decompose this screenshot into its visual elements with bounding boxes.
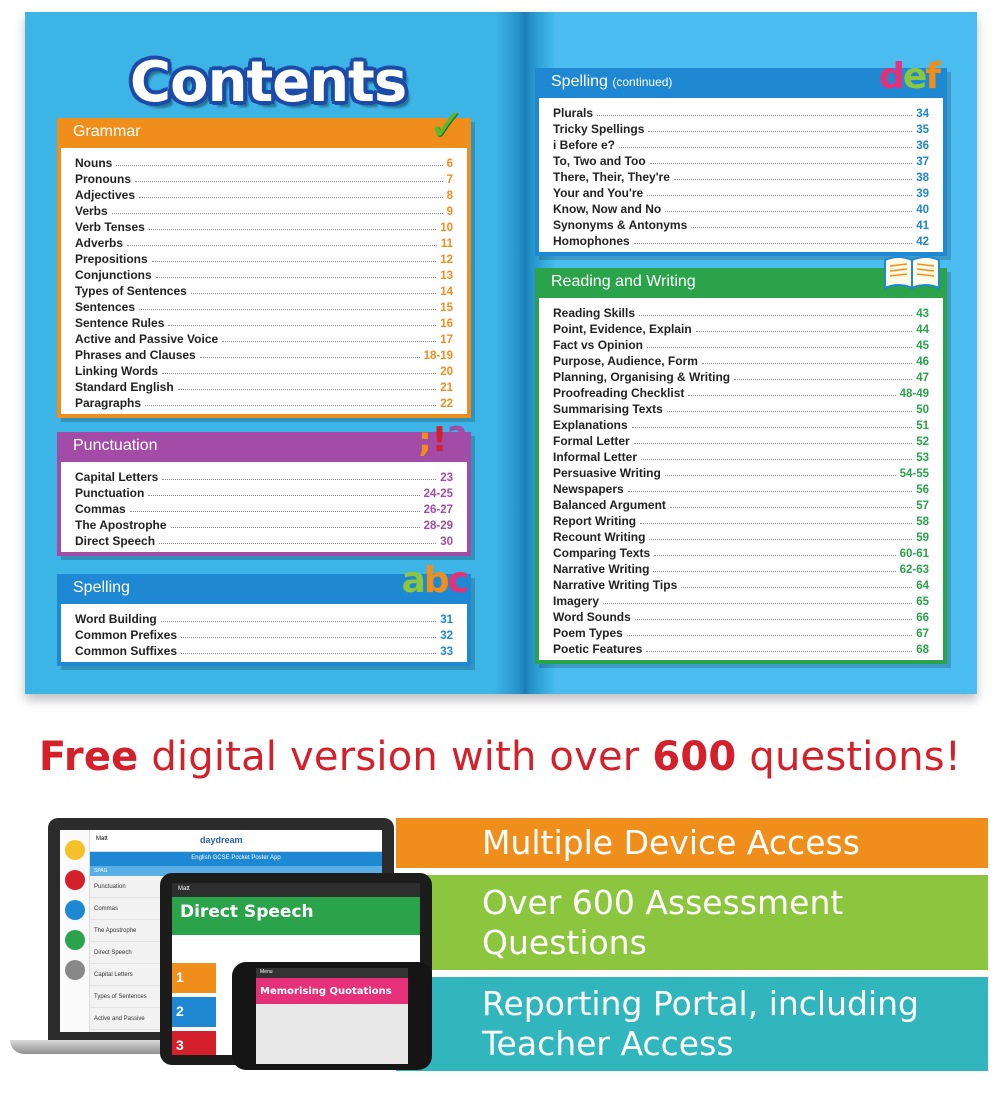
dot-leader (641, 459, 912, 460)
dot-leader (181, 637, 436, 638)
grammar-heading (57, 100, 471, 151)
reading-writing-page: 48-49 (899, 388, 929, 400)
spelling-continued-label: Tricky Spellings (553, 122, 645, 136)
punctuation-list (57, 462, 471, 556)
phone-menu: Menu (256, 968, 408, 978)
dot-leader (627, 635, 912, 636)
dot-leader (696, 331, 913, 332)
reading-writing-page: 57 (916, 500, 929, 512)
spelling-row (75, 642, 453, 658)
reading-writing-label: Narrative Writing Tips (553, 578, 678, 592)
reading-writing-label: Poetic Features (553, 642, 643, 656)
dot-leader (665, 475, 896, 476)
reading-writing-row (553, 496, 929, 512)
grammar-page: 8 (446, 190, 453, 202)
dot-leader (149, 229, 436, 230)
reading-writing-label: Balanced Argument (553, 498, 666, 512)
spelling-continued-page: 38 (916, 172, 929, 184)
dot-leader (670, 507, 912, 508)
reading-writing-page: 68 (916, 644, 929, 656)
contents-title: Contents (130, 50, 407, 115)
spelling-continued-row (553, 136, 929, 152)
grammar-row (75, 378, 453, 394)
reading-writing-page: 66 (916, 612, 929, 624)
grammar-row (75, 154, 453, 170)
dot-leader (161, 621, 436, 622)
reading-writing-row (553, 560, 929, 576)
reading-writing-page: 64 (916, 580, 929, 592)
spelling-continued-panel (535, 56, 947, 256)
reading-writing-page: 60-61 (899, 548, 929, 560)
grammar-page: 12 (440, 254, 453, 266)
reading-writing-row (553, 544, 929, 560)
reading-writing-label: Persuasive Writing (553, 466, 661, 480)
tablet-user: Matt (172, 883, 420, 897)
logout-icon (65, 960, 85, 980)
spelling-continued-row (553, 216, 929, 232)
tablet-step: 3 (172, 1031, 216, 1055)
reading-writing-row (553, 304, 929, 320)
spelling-continued-heading (535, 56, 947, 98)
spelling-continued-label: There, Their, They're (553, 170, 670, 184)
reading-writing-row (553, 384, 929, 400)
dot-leader (181, 653, 436, 654)
dot-leader (634, 243, 913, 244)
reading-writing-page: 50 (916, 404, 929, 416)
dot-leader (116, 165, 442, 166)
grammar-label: Pronouns (75, 172, 131, 186)
reading-writing-page: 67 (916, 628, 929, 640)
grammar-label: Conjunctions (75, 268, 152, 282)
grammar-row (75, 314, 453, 330)
grammar-page: 13 (440, 270, 453, 282)
punctuation-label: The Apostrophe (75, 518, 167, 532)
grammar-label: Phrases and Clauses (75, 348, 196, 362)
dot-leader (628, 491, 913, 492)
reading-writing-label: Purpose, Audience, Form (553, 354, 698, 368)
punctuation-page: 23 (440, 472, 453, 484)
dot-leader (171, 527, 420, 528)
reading-writing-page: 45 (916, 340, 929, 352)
reading-writing-row (553, 528, 929, 544)
grammar-page: 14 (440, 286, 453, 298)
dot-leader (127, 245, 437, 246)
dot-leader (635, 619, 912, 620)
reading-writing-row (553, 416, 929, 432)
grammar-page: 15 (440, 302, 453, 314)
dot-leader (734, 379, 912, 380)
grammar-label: Verb Tenses (75, 220, 145, 234)
dot-leader (603, 603, 912, 604)
grammar-label: Linking Words (75, 364, 159, 378)
spelling-continued-label: Know, Now and No (553, 202, 662, 216)
learn-icon (65, 900, 85, 920)
reading-writing-label: Informal Letter (553, 450, 638, 464)
spelling-continued-page: 36 (916, 140, 929, 152)
spelling-continued-label: Your and You're (553, 186, 644, 200)
spelling-page: 32 (440, 630, 453, 642)
dot-leader (654, 555, 895, 556)
banner-end: questions! (736, 734, 962, 780)
spelling-continued-row (553, 200, 929, 216)
home-icon (65, 840, 85, 860)
reading-writing-label: Explanations (553, 418, 628, 432)
spelling-continued-row (553, 184, 929, 200)
house-icon (65, 870, 85, 890)
grammar-label: Nouns (75, 156, 113, 170)
dot-leader (619, 147, 912, 148)
reading-writing-row (553, 576, 929, 592)
phone-screen (256, 968, 408, 1064)
dot-leader (112, 213, 443, 214)
dot-leader (640, 523, 912, 524)
abc-letters-icon: abc (401, 560, 467, 601)
banner-count: 600 (652, 734, 737, 780)
grammar-page: 6 (446, 158, 453, 170)
laptop-app-title: English GCSE Pocket Poster App (90, 852, 382, 866)
checkmark-icon: ✓ (428, 100, 465, 151)
reading-writing-row (553, 480, 929, 496)
grammar-label: Sentences (75, 300, 136, 314)
reading-writing-row (553, 512, 929, 528)
punctuation-row (75, 516, 453, 532)
dot-leader (681, 587, 912, 588)
reading-writing-row (553, 624, 929, 640)
reading-writing-label: Formal Letter (553, 434, 630, 448)
reading-writing-page: 54-55 (899, 468, 929, 480)
reading-writing-heading-text: Reading and Writing (551, 273, 696, 290)
banner-free: Free (38, 734, 139, 780)
spelling-continued-label: Plurals (553, 106, 594, 120)
punctuation-row (75, 468, 453, 484)
punctuation-row (75, 484, 453, 500)
reading-writing-page: 58 (916, 516, 929, 528)
dot-leader (667, 411, 912, 412)
reading-writing-label: Summarising Texts (553, 402, 663, 416)
spelling-panel (57, 560, 471, 666)
feature-reporting-portal: Reporting Portal, including Teacher Access (396, 977, 988, 1071)
phone-title: Memorising Quotations (256, 978, 408, 1004)
reading-writing-page: 59 (916, 532, 929, 544)
reading-writing-label: Point, Evidence, Explain (553, 322, 692, 336)
spelling-page: 33 (440, 646, 453, 658)
dot-leader (646, 651, 912, 652)
help-icon (65, 930, 85, 950)
grammar-row (75, 186, 453, 202)
reading-writing-label: Recount Writing (553, 530, 646, 544)
grammar-label: Adverbs (75, 236, 124, 250)
reading-writing-row (553, 400, 929, 416)
dot-leader (222, 341, 436, 342)
dot-leader (152, 261, 437, 262)
dot-leader (647, 195, 912, 196)
tablet-title: Direct Speech (180, 902, 314, 922)
phone-device (232, 962, 432, 1070)
grammar-row (75, 298, 453, 314)
punctuation-row (75, 500, 453, 516)
laptop-topic-item[interactable]: The Apostrophe (90, 920, 162, 942)
spelling-heading (57, 560, 471, 604)
grammar-page: 9 (446, 206, 453, 218)
reading-writing-row (553, 592, 929, 608)
spelling-label: Common Suffixes (75, 644, 178, 658)
tablet-steps (172, 963, 216, 1055)
grammar-page: 20 (440, 366, 453, 378)
dot-leader (162, 479, 436, 480)
reading-writing-page: 46 (916, 356, 929, 368)
laptop-topic-list (90, 876, 162, 1030)
laptop-topic-item[interactable]: Commas (90, 898, 162, 920)
grammar-page: 18-19 (423, 350, 453, 362)
punctuation-panel (57, 420, 471, 556)
reading-writing-page: 52 (916, 436, 929, 448)
grammar-page: 10 (440, 222, 453, 234)
tablet-step: 2 (172, 997, 216, 1027)
spelling-row (75, 626, 453, 642)
grammar-label: Sentence Rules (75, 316, 165, 330)
dot-leader (130, 511, 420, 512)
grammar-row (75, 282, 453, 298)
reading-writing-panel (535, 268, 947, 664)
dot-leader (178, 389, 437, 390)
grammar-row (75, 234, 453, 250)
spelling-continued-page: 37 (916, 156, 929, 168)
feature-multiple-device-access: Multiple Device Access (396, 818, 988, 868)
reading-writing-row (553, 352, 929, 368)
spelling-label: Common Prefixes (75, 628, 178, 642)
banner-middle: digital version with over (138, 734, 653, 780)
laptop-user: Matt (96, 836, 108, 842)
reading-writing-row (553, 608, 929, 624)
dot-leader (665, 211, 912, 212)
grammar-label: Verbs (75, 204, 108, 218)
grammar-row (75, 218, 453, 234)
punctuation-page: 24-25 (423, 488, 453, 500)
grammar-row (75, 362, 453, 378)
reading-writing-row (553, 336, 929, 352)
spelling-continued-page: 34 (916, 108, 929, 120)
reading-writing-label: Imagery (553, 594, 600, 608)
punctuation-marks-icon: ;!? (418, 420, 467, 460)
reading-writing-row (553, 640, 929, 656)
dot-leader (632, 427, 913, 428)
laptop-topic-item[interactable]: Punctuation (90, 876, 162, 898)
grammar-row (75, 202, 453, 218)
dot-leader (168, 325, 436, 326)
grammar-list (57, 148, 471, 418)
spelling-continued-label: i Before e? (553, 138, 616, 152)
reading-writing-page: 53 (916, 452, 929, 464)
grammar-label: Standard English (75, 380, 174, 394)
spelling-continued-row (553, 168, 929, 184)
spelling-continued-page: 39 (916, 188, 929, 200)
spelling-continued-heading-text: Spelling (551, 73, 608, 90)
reading-writing-label: Narrative Writing (553, 562, 650, 576)
reading-writing-page: 47 (916, 372, 929, 384)
spelling-continued-row (553, 232, 929, 248)
dot-leader (649, 539, 912, 540)
punctuation-heading (57, 420, 471, 462)
grammar-page: 22 (440, 398, 453, 410)
dot-leader (162, 373, 436, 374)
reading-writing-row (553, 432, 929, 448)
def-letters-icon: def (879, 56, 939, 97)
dot-leader (597, 115, 912, 116)
reading-writing-label: Word Sounds (553, 610, 631, 624)
dot-leader (191, 293, 436, 294)
spelling-page: 31 (440, 614, 453, 626)
laptop-topic-item[interactable]: Capital Letters (90, 964, 162, 986)
dot-leader (200, 357, 420, 358)
reading-writing-page: 44 (916, 324, 929, 336)
dot-leader (139, 197, 443, 198)
reading-writing-label: Planning, Organising & Writing (553, 370, 731, 384)
dot-leader (653, 571, 895, 572)
spelling-continued-page: 41 (916, 220, 929, 232)
spelling-continued-row (553, 152, 929, 168)
grammar-page: 17 (440, 334, 453, 346)
laptop-topbar (90, 830, 382, 852)
dot-leader (148, 495, 419, 496)
spelling-continued-row (553, 104, 929, 120)
contents-book-spread (25, 12, 977, 694)
dot-leader (647, 347, 912, 348)
laptop-topic-item[interactable]: Active and Passive (90, 1008, 162, 1030)
daydream-logo: daydream (200, 835, 243, 845)
reading-writing-heading (535, 268, 947, 298)
grammar-page: 11 (440, 238, 453, 250)
free-digital-banner (0, 734, 1000, 780)
dot-leader (702, 363, 912, 364)
reading-writing-page: 62-63 (899, 564, 929, 576)
spelling-list (57, 604, 471, 666)
grammar-label: Paragraphs (75, 396, 142, 410)
spelling-continued-page: 40 (916, 204, 929, 216)
reading-writing-row (553, 448, 929, 464)
dot-leader (135, 181, 443, 182)
grammar-label: Prepositions (75, 252, 148, 266)
spelling-continued-subheading: (continued) (612, 75, 673, 89)
grammar-label: Types of Sentences (75, 284, 187, 298)
grammar-label: Adjectives (75, 188, 136, 202)
spelling-continued-label: To, Two and Too (553, 154, 646, 168)
open-book-icon (883, 254, 941, 290)
dot-leader (674, 179, 912, 180)
reading-writing-page: 51 (916, 420, 929, 432)
spelling-continued-list (535, 98, 947, 256)
spelling-heading-text: Spelling (73, 579, 130, 596)
punctuation-label: Capital Letters (75, 470, 159, 484)
punctuation-label: Commas (75, 502, 126, 516)
dot-leader (139, 309, 436, 310)
punctuation-page: 26-27 (423, 504, 453, 516)
tablet-step: 1 (172, 963, 216, 993)
dot-leader (688, 395, 895, 396)
spelling-continued-row (553, 120, 929, 136)
dot-leader (156, 277, 437, 278)
spelling-continued-label: Synonyms & Antonyms (553, 218, 688, 232)
reading-writing-label: Poem Types (553, 626, 623, 640)
reading-writing-label: Comparing Texts (553, 546, 651, 560)
punctuation-row (75, 532, 453, 548)
laptop-sidebar (60, 830, 90, 1032)
reading-writing-label: Proofreading Checklist (553, 386, 685, 400)
dot-leader (691, 227, 912, 228)
dot-leader (650, 163, 913, 164)
spelling-row (75, 610, 453, 626)
dot-leader (145, 405, 436, 406)
grammar-panel (57, 100, 471, 418)
laptop-section-label: SPAG (90, 866, 382, 876)
reading-writing-label: Reading Skills (553, 306, 636, 320)
reading-writing-page: 65 (916, 596, 929, 608)
reading-writing-row (553, 320, 929, 336)
grammar-row (75, 250, 453, 266)
laptop-topic-item[interactable]: Types of Sentences (90, 986, 162, 1008)
spelling-continued-label: Homophones (553, 234, 630, 248)
grammar-page: 16 (440, 318, 453, 330)
dot-leader (159, 543, 436, 544)
reading-writing-list (535, 298, 947, 664)
spelling-label: Word Building (75, 612, 157, 626)
dot-leader (639, 315, 912, 316)
spelling-continued-page: 35 (916, 124, 929, 136)
dot-leader (634, 443, 913, 444)
dot-leader (648, 131, 912, 132)
grammar-heading-text: Grammar (73, 123, 141, 140)
spelling-continued-page: 42 (916, 236, 929, 248)
reading-writing-label: Fact vs Opinion (553, 338, 644, 352)
grammar-page: 21 (440, 382, 453, 394)
feature-assessment-questions: Over 600 Assessment Questions (396, 875, 988, 970)
reading-writing-label: Newspapers (553, 482, 624, 496)
punctuation-page: 30 (440, 536, 453, 548)
grammar-page: 7 (446, 174, 453, 186)
grammar-row (75, 330, 453, 346)
reading-writing-page: 43 (916, 308, 929, 320)
reading-writing-label: Report Writing (553, 514, 637, 528)
grammar-row (75, 346, 453, 362)
grammar-row (75, 170, 453, 186)
reading-writing-row (553, 464, 929, 480)
punctuation-label: Punctuation (75, 486, 145, 500)
punctuation-heading-text: Punctuation (73, 437, 158, 454)
punctuation-page: 28-29 (423, 520, 453, 532)
reading-writing-row (553, 368, 929, 384)
reading-writing-page: 56 (916, 484, 929, 496)
grammar-row (75, 266, 453, 282)
laptop-topic-item[interactable]: Direct Speech (90, 942, 162, 964)
punctuation-label: Direct Speech (75, 534, 156, 548)
grammar-row (75, 394, 453, 410)
grammar-label: Active and Passive Voice (75, 332, 219, 346)
